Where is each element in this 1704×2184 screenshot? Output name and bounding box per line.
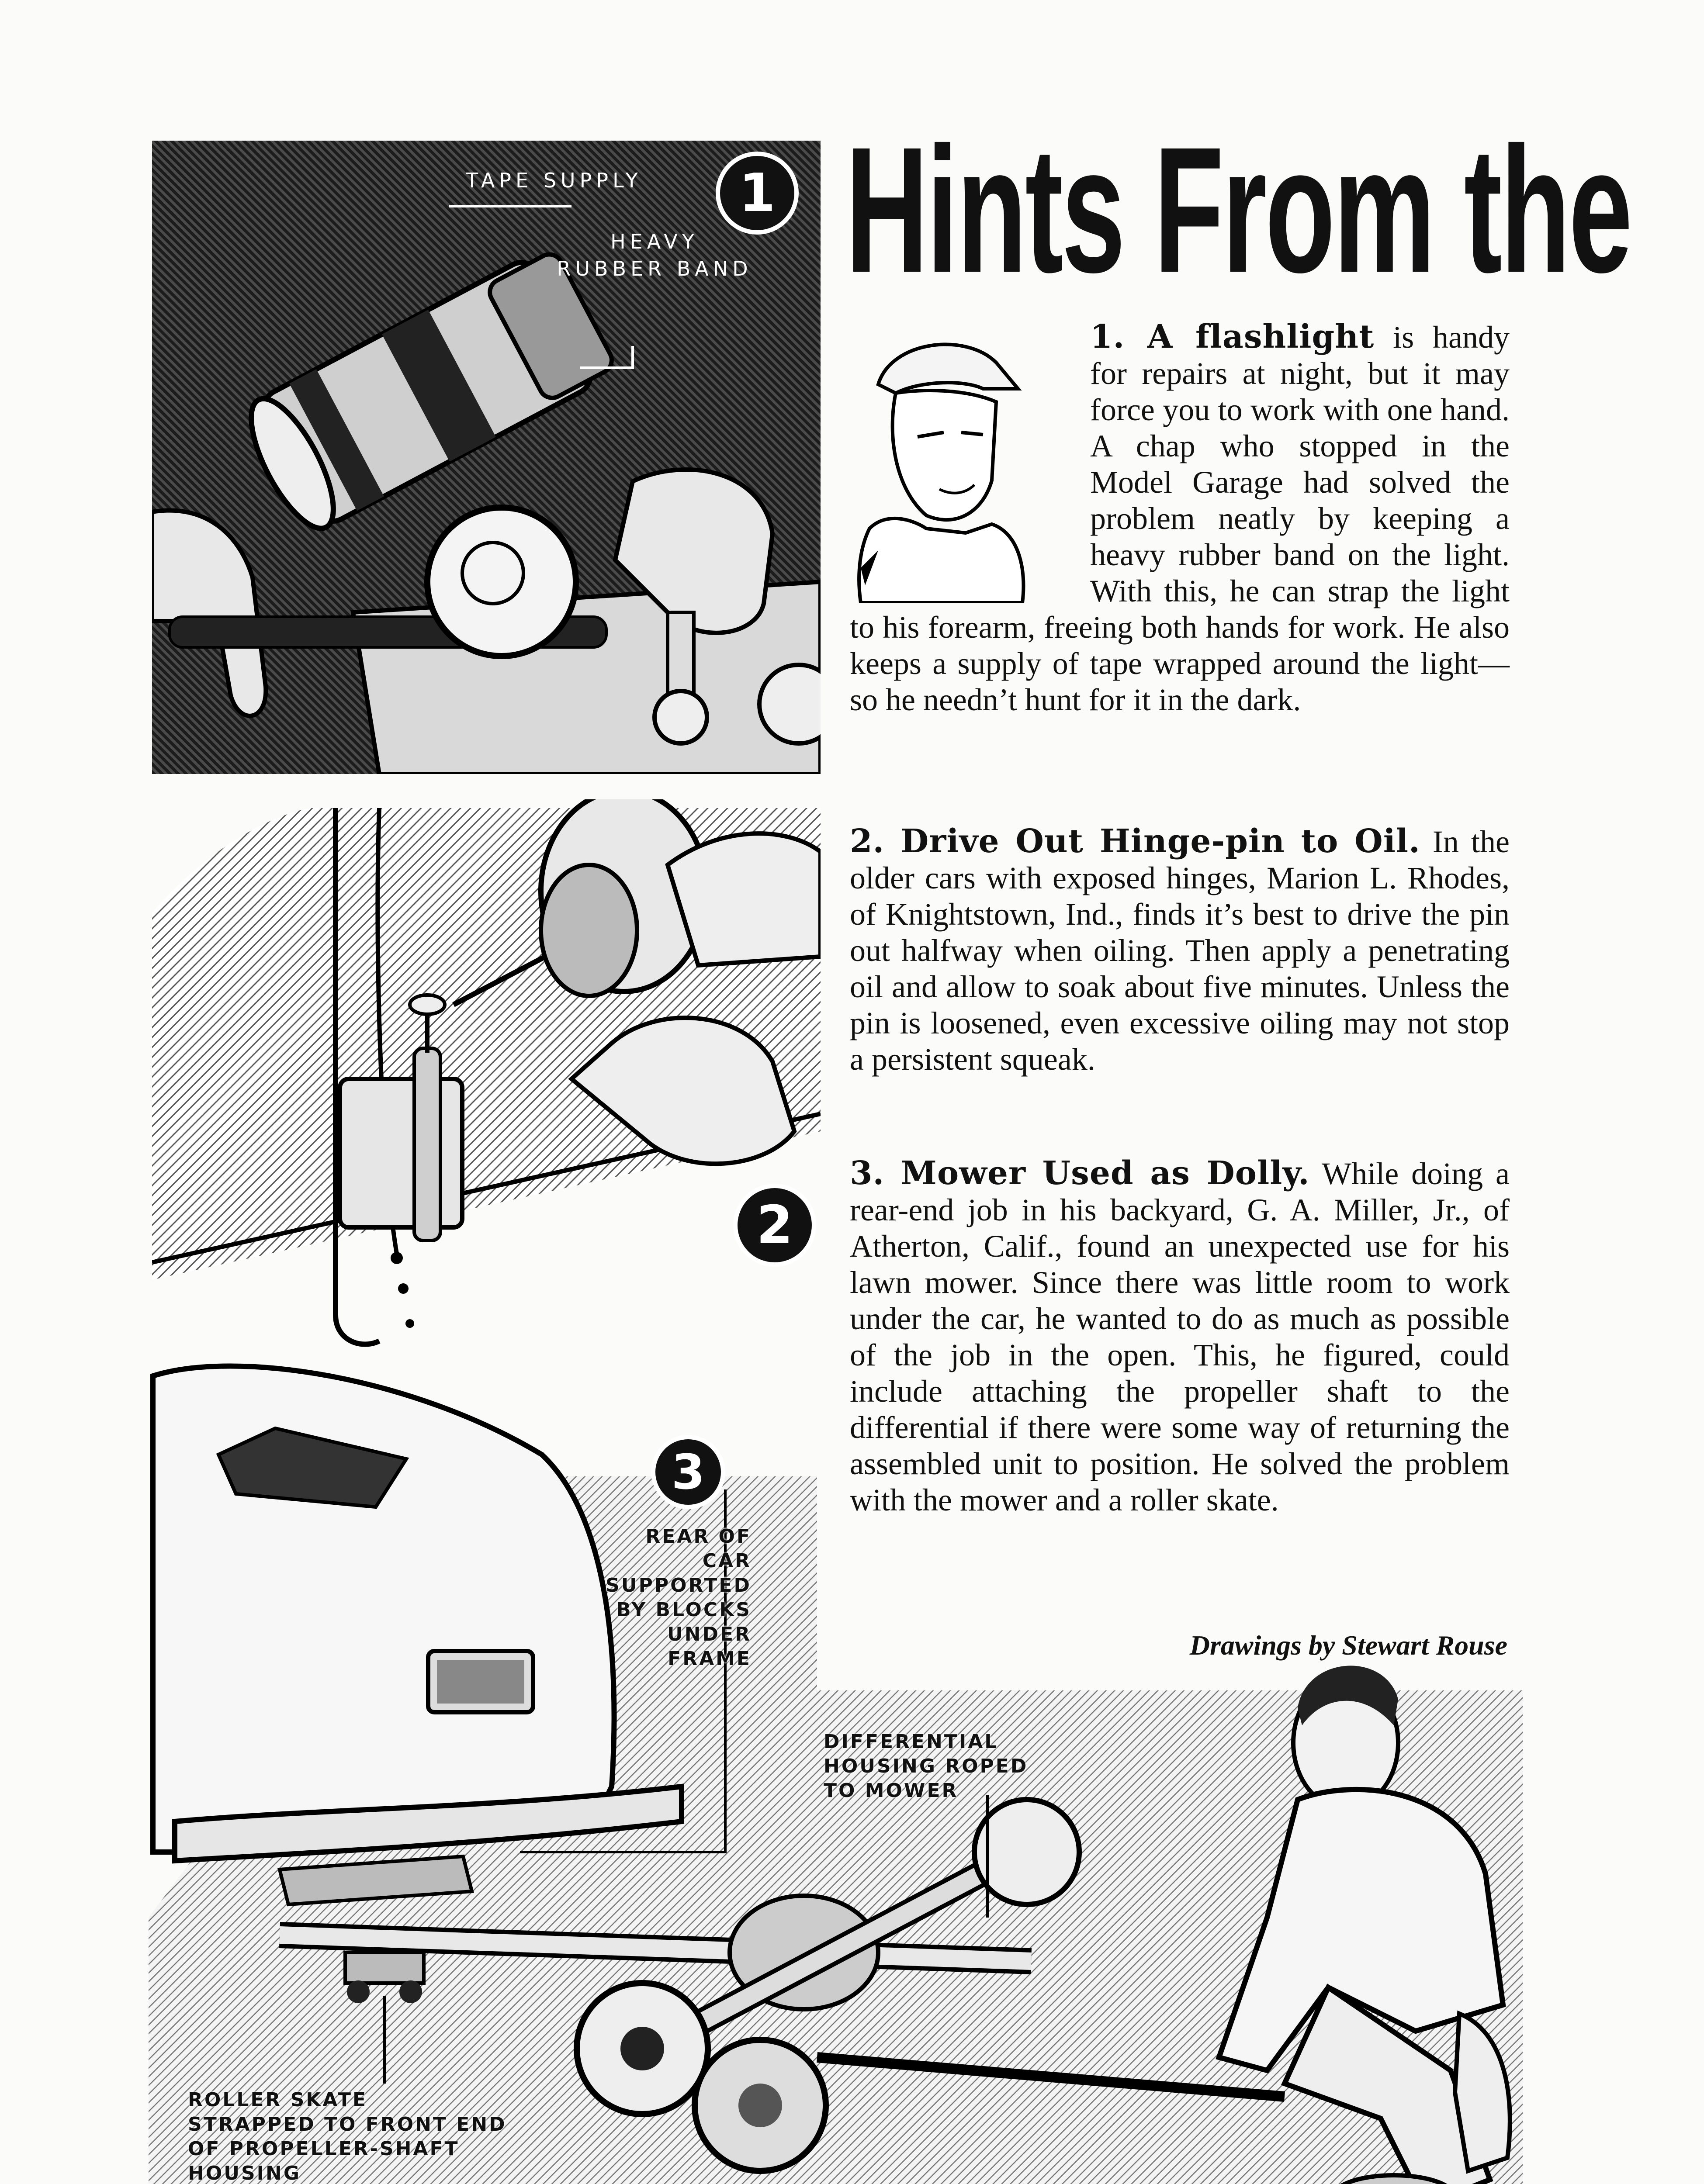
item-3-paragraph <box>850 1155 1510 1518</box>
hinge-drawing <box>152 799 821 1372</box>
callout-rear-of-car <box>594 1524 752 1671</box>
figure-number-2: 2 <box>733 1184 816 1267</box>
illustration-hinge-oiling <box>152 799 821 1372</box>
callout-rear-line-1: REAR OF CAR <box>645 1525 752 1572</box>
callout-diff-line-3: TO MOWER <box>824 1780 959 1802</box>
figure-number-3: 3 <box>651 1435 725 1509</box>
callout-rear-line-3: BY BLOCKS <box>616 1599 752 1621</box>
item-1-indented-lines <box>850 319 1510 718</box>
item-2-lead: 2. Drive Out Hinge-pin to Oil. <box>850 822 1420 860</box>
item-1-text: is handy for repairs at night, but it may force you to work with one hand. A chap who stopped in the Model Garage had solved the problem neatly by keeping a heavy rubber band on the light. With this, he can strap the light to his forearm, freeing both hands for work. He also keeps a supply of tape wrapped around the light—so he needn’t hunt for it in the dark. <box>850 320 1510 717</box>
item-1-lead: 1. A flashlight <box>1090 318 1375 356</box>
item-3-text: While doing a rear-end job in his backyard, G. A. Miller, Jr., of Atherton, Calif., found an unexpected use for his lawn mower. Since there was little room to work under the car, he wanted to do as much as possible of the job in the open. This, he figured, could include attaching the propeller shaft to the differential if there were some way of returning the assembled unit to position. He solved the problem with the mower and a roller skate. <box>850 1156 1510 1517</box>
callout-differential <box>824 1730 1068 1803</box>
illustration-flashlight <box>152 141 821 774</box>
callout-skate-line-3: OF PROPELLER-SHAFT <box>188 2138 460 2160</box>
item-2-paragraph <box>850 823 1510 1078</box>
callout-skate-line-1: ROLLER SKATE <box>188 2089 368 2111</box>
callout-rubber-band: RUBBER BAND <box>557 257 752 280</box>
callout-rear-line-5: FRAME <box>668 1648 752 1670</box>
article-headline: Hints From the <box>845 110 1631 310</box>
item-2-text: In the older cars with exposed hinges, Marion L. Rhodes, of Knightstown, Ind., finds it’s best to drive the pin out halfway when oiling. Then apply a penetrating oil and allow to soak about five minutes. Unless the pin is loosened, even excessive oiling may not stop a persistent squeak. <box>850 824 1510 1077</box>
callout-roller-skate <box>188 2088 581 2184</box>
callout-skate-line-4: HOUSING <box>188 2162 301 2184</box>
callout-tape-supply: TAPE SUPPLY <box>466 169 642 192</box>
figure-number-1: 1 <box>716 152 799 235</box>
callout-heavy: HEAVY <box>610 230 699 253</box>
callout-rear-line-2: SUPPORTED <box>606 1574 752 1597</box>
illustration-credit: Drawings by Stewart Rouse <box>1189 1630 1507 1661</box>
item-3-lead: 3. Mower Used as Dolly. <box>850 1154 1310 1192</box>
callout-diff-line-2: HOUSING ROPED <box>824 1755 1029 1777</box>
callout-skate-line-2: STRAPPED TO FRONT END <box>188 2113 507 2136</box>
callout-rear-line-4: UNDER <box>667 1623 752 1645</box>
callout-diff-line-1: DIFFERENTIAL <box>824 1731 999 1753</box>
